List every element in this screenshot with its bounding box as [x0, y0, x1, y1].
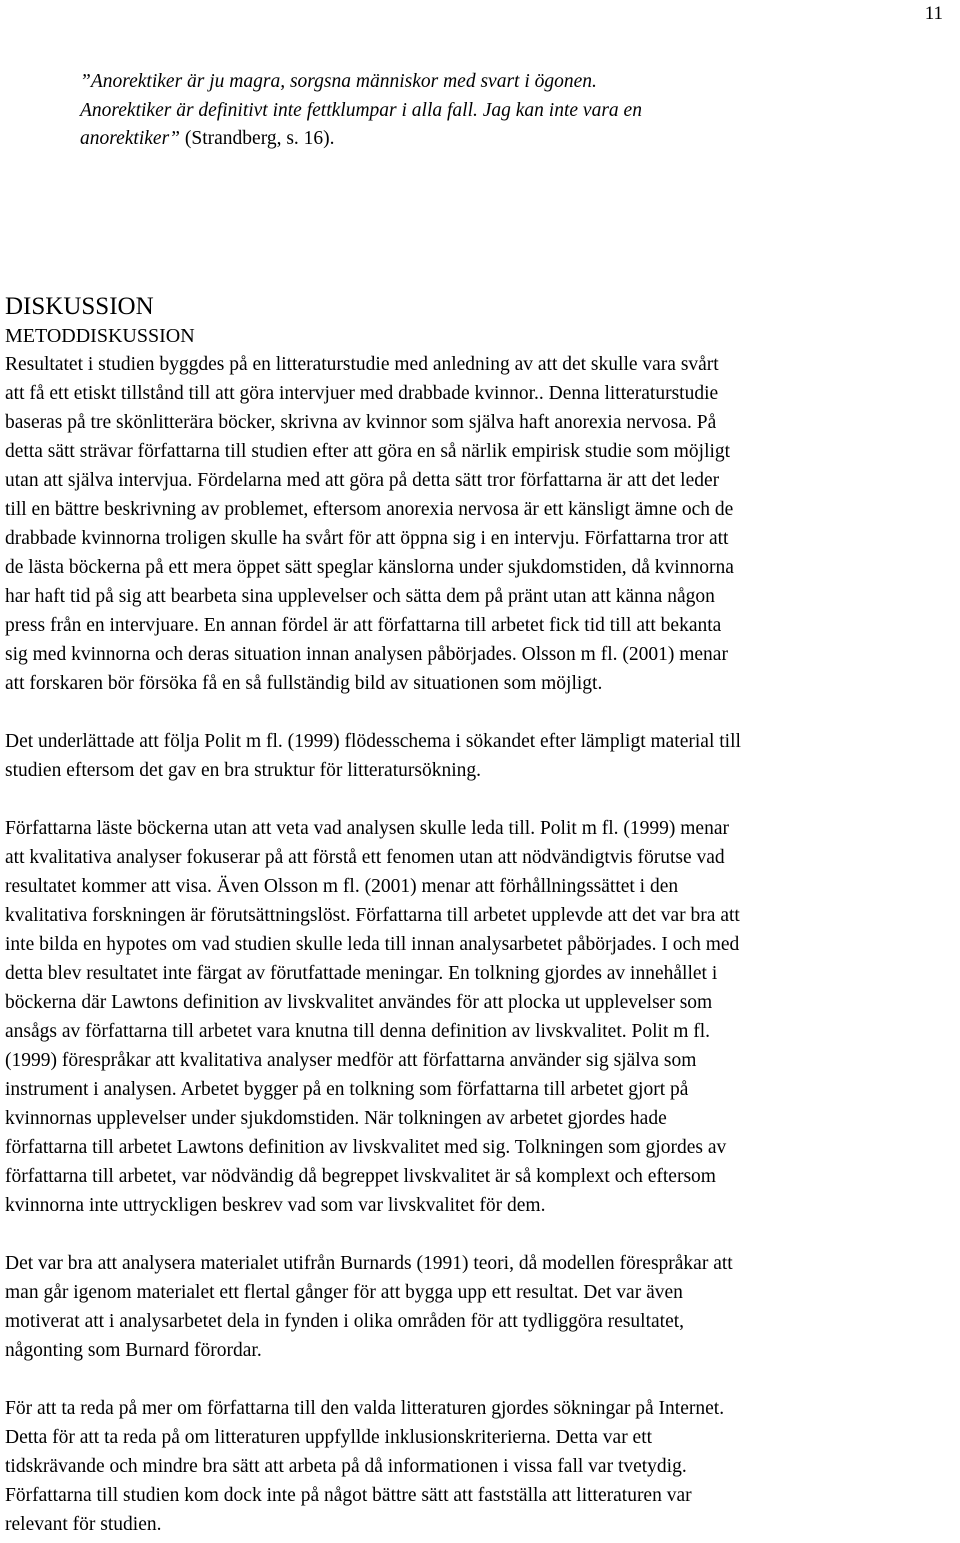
- text-line: Detta för att ta reda på om litteraturen uppfyllde inklusionskriterierna. Detta var ett: [5, 1427, 653, 1448]
- text-line: detta sätt strävar författarna till studien efter att göra en så närlik empirisk studie som möjligt: [5, 441, 731, 462]
- page-number: 11: [924, 3, 943, 24]
- text-line: ansågs av författarna till arbetet vara knutna till denna definition av livskvalitet. Polit m fl.: [5, 1021, 711, 1042]
- paragraph-4: [5, 1249, 957, 1365]
- heading-diskussion: DISKUSSION: [5, 293, 154, 320]
- text-line: författarna till arbetet Lawtons definition av livskvalitet med sig. Tolkningen som gjordes av: [5, 1137, 727, 1158]
- paragraph-2: [5, 727, 957, 785]
- text-line: Resultatet i studien byggdes på en litteraturstudie med anledning av att det skulle vara svårt: [5, 354, 719, 375]
- text-line: att kvalitativa analyser fokuserar på att förstå ett fenomen utan att nödvändigtvis förutse vad: [5, 847, 725, 868]
- text-line: relevant för studien.: [5, 1514, 162, 1535]
- paragraph-3: [5, 814, 957, 1220]
- text-line: att forskaren bör försöka få en så fullständig bild av situationen som möjligt.: [5, 673, 603, 694]
- text-line: studien eftersom det gav en bra struktur för litteratursökning.: [5, 760, 481, 781]
- text-line: till en bättre beskrivning av problemet, eftersom anorexia nervosa är ett känsligt ämne och de: [5, 499, 734, 520]
- paragraph-gap: [5, 1365, 957, 1394]
- text-line: press från en intervjuare. En annan fördel är att författarna till arbetet fick tid till att bekanta: [5, 615, 722, 636]
- paragraph-gap: [5, 785, 957, 814]
- text-line: att få ett etiskt tillstånd till att göra intervjuer med drabbade kvinnor.. Denna litteraturstudie: [5, 383, 719, 404]
- text-line: (1999) förespråkar att kvalitativa analyser medför att författarna använder sig själva som: [5, 1050, 697, 1071]
- text-line: instrument i analysen. Arbetet bygger på en tolkning som författarna till arbetet gjort på: [5, 1079, 689, 1100]
- text-line: motiverat att i analysarbetet dela in fynden i olika områden för att tydliggöra resultatet,: [5, 1311, 685, 1332]
- text-line: baseras på tre skönlitterära böcker, skrivna av kvinnor som själva haft anorexia nervosa. På: [5, 412, 717, 433]
- block-quote: [80, 68, 880, 154]
- text-line: de lästa böckerna på ett mera öppet sätt speglar känslorna under sjukdomstiden, då kvinnorna: [5, 557, 734, 578]
- text-line: Författarna läste böckerna utan att veta vad analysen skulle leda till. Polit m fl. (1999) menar: [5, 818, 729, 839]
- text-line: Det underlättade att följa Polit m fl. (1999) flödesschema i sökandet efter lämpligt material till: [5, 731, 741, 752]
- text-line: sig med kvinnorna och deras situation innan analysen påbörjades. Olsson m fl. (2001) menar: [5, 644, 728, 665]
- text-line: drabbade kvinnorna troligen skulle ha svårt för att öppna sig i en intervju. Författarna tror att: [5, 528, 729, 549]
- text-line: kvinnorna inte uttryckligen beskrev vad som var livskvalitet för dem.: [5, 1195, 546, 1216]
- quote-citation: (Strandberg, s. 16).: [180, 128, 335, 149]
- text-line: Författarna till studien kom dock inte på något bättre sätt att fastställa att litteraturen var: [5, 1485, 692, 1506]
- text-line: tidskrävande och mindre bra sätt att arbeta på då informationen i vissa fall var tvetydig.: [5, 1456, 687, 1477]
- text-line: För att ta reda på mer om författarna till den valda litteraturen gjordes sökningar på Internet.: [5, 1398, 725, 1419]
- paragraph-gap: [5, 698, 957, 727]
- text-line: Det var bra att analysera materialet utifrån Burnards (1991) teori, då modellen förespråkar att: [5, 1253, 733, 1274]
- paragraph-gap: [5, 1220, 957, 1249]
- quote-line-3-italic: anorektiker”: [80, 128, 181, 149]
- text-line: detta blev resultatet inte färgat av förutfattade meningar. En tolkning gjordes av innehållet i: [5, 963, 718, 984]
- text-line: författarna till arbetet, var nödvändig då begreppet livskvalitet är så komplext och eftersom: [5, 1166, 716, 1187]
- text-line: kvinnornas upplevelser under sjukdomstiden. När tolkningen av arbetet gjordes hade: [5, 1108, 667, 1129]
- paragraph-1: [5, 350, 957, 698]
- text-line: kvalitativa forskningen är förutsättningslöst. Författarna till arbetet upplevde att det var bra att: [5, 905, 740, 926]
- document-body: [5, 292, 957, 1539]
- text-line: inte bilda en hypotes om vad studien skulle leda till innan analysarbetet påbörjades. I och med: [5, 934, 740, 955]
- paragraph-5: [5, 1394, 957, 1539]
- text-line: har haft tid på sig att bearbeta sina upplevelser och sätta dem på pränt utan att känna någon: [5, 586, 715, 607]
- quote-line-1: ”Anorektiker är ju magra, sorgsna människor med svart i ögonen.: [80, 71, 597, 92]
- text-line: böckerna där Lawtons definition av livskvalitet användes för att plocka ut upplevelser som: [5, 992, 713, 1013]
- text-line: någonting som Burnard förordar.: [5, 1340, 262, 1361]
- quote-line-3: [80, 125, 880, 154]
- text-line: man går igenom materialet ett flertal gånger för att bygga upp ett resultat. Det var även: [5, 1282, 683, 1303]
- text-line: utan att själva intervjua. Fördelarna med att göra på detta sätt tror författarna är att det leder: [5, 470, 720, 491]
- text-line: resultatet kommer att visa. Även Olsson m fl. (2001) menar att förhållningssättet i den: [5, 876, 679, 897]
- quote-line-2: Anorektiker är definitivt inte fettklumpar i alla fall. Jag kan inte vara en: [80, 99, 642, 121]
- heading-metoddiskussion: METODDISKUSSION: [5, 325, 195, 347]
